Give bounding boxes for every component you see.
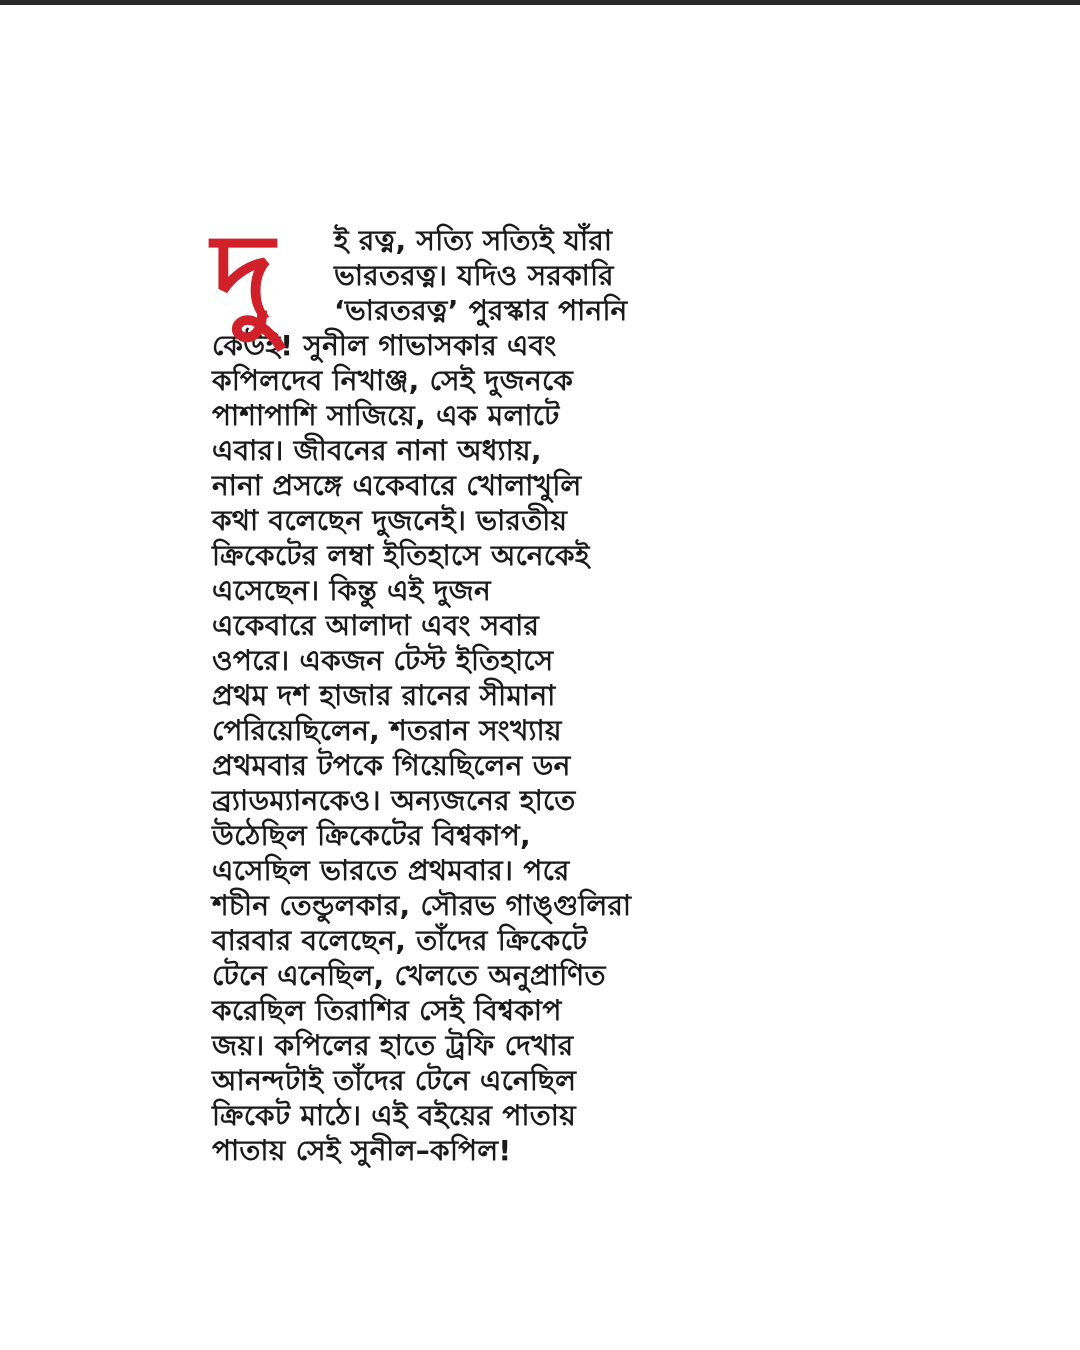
text-line: প্রথমবার টপকে গিয়েছিলেন ডন	[212, 749, 571, 782]
text-line: ভারতরত্ন। যদিও সরকারি	[334, 259, 614, 292]
text-line: ‘ভারতরত্ন’ পুরস্কার পাননি	[334, 294, 628, 327]
text-line: আনন্দটাই তাঁদের টেনে এনেছিল	[212, 1064, 577, 1097]
text-line: একেবারে আলাদা এবং সবার	[212, 609, 540, 642]
text-line: কপিলদেব নিখাঞ্জ, সেই দুজনকে	[212, 364, 574, 397]
text-line: ওপরে। একজন টেস্ট ইতিহাসে	[212, 644, 554, 677]
text-line: এবার। জীবনের নানা অধ্যায়,	[212, 434, 542, 467]
text-line: পেরিয়েছিলেন, শতরান সংখ্যায়	[212, 714, 562, 747]
text-line: এসেছেন। কিন্তু এই দুজন	[212, 574, 491, 607]
text-line: নানা প্রসঙ্গে একেবারে খোলাখুলি	[212, 469, 582, 502]
text-line: বারবার বলেছেন, তাঁদের ক্রিকেটে	[212, 924, 588, 957]
text-line: করেছিল তিরাশির সেই বিশ্বকাপ	[212, 994, 562, 1027]
text-line: ই রত্ন, সত্যি সত্যিই যাঁরা	[334, 224, 613, 257]
text-line: পাতায় সেই সুনীল–কপিল!	[212, 1134, 512, 1167]
text-line: টেনে এনেছিল, খেলতে অনুপ্রাণিত	[212, 959, 606, 992]
text-line: ক্রিকেট মাঠে। এই বইয়ের পাতায়	[212, 1099, 577, 1132]
drop-cap: দু	[212, 206, 274, 345]
text-line: ব্র্যাডম্যানকেও। অন্যজনের হাতে	[212, 784, 576, 817]
text-line: কেউই! সুনীল গাভাসকার এবং	[212, 329, 557, 362]
text-line: ক্রিকেটের লম্বা ইতিহাসে অনেকেই	[212, 539, 590, 572]
text-line: পাশাপাশি সাজিয়ে, এক মলাটে	[212, 399, 560, 432]
text-line: শচীন তেন্ডুলকার, সৌরভ গাঙ্গুলিরা	[212, 889, 632, 922]
text-line: কথা বলেছেন দুজনেই। ভারতীয়	[212, 504, 568, 537]
document-page	[0, 5, 1080, 1350]
text-line: উঠেছিল ক্রিকেটের বিশ্বকাপ,	[212, 819, 531, 852]
text-line: এসেছিল ভারতে প্রথমবার। পরে	[212, 854, 570, 887]
blurb-article	[212, 206, 872, 1168]
text-line: প্রথম দশ হাজার রানের সীমানা	[212, 679, 556, 712]
text-line: জয়। কপিলের হাতে ট্রফি দেখার	[212, 1029, 574, 1062]
